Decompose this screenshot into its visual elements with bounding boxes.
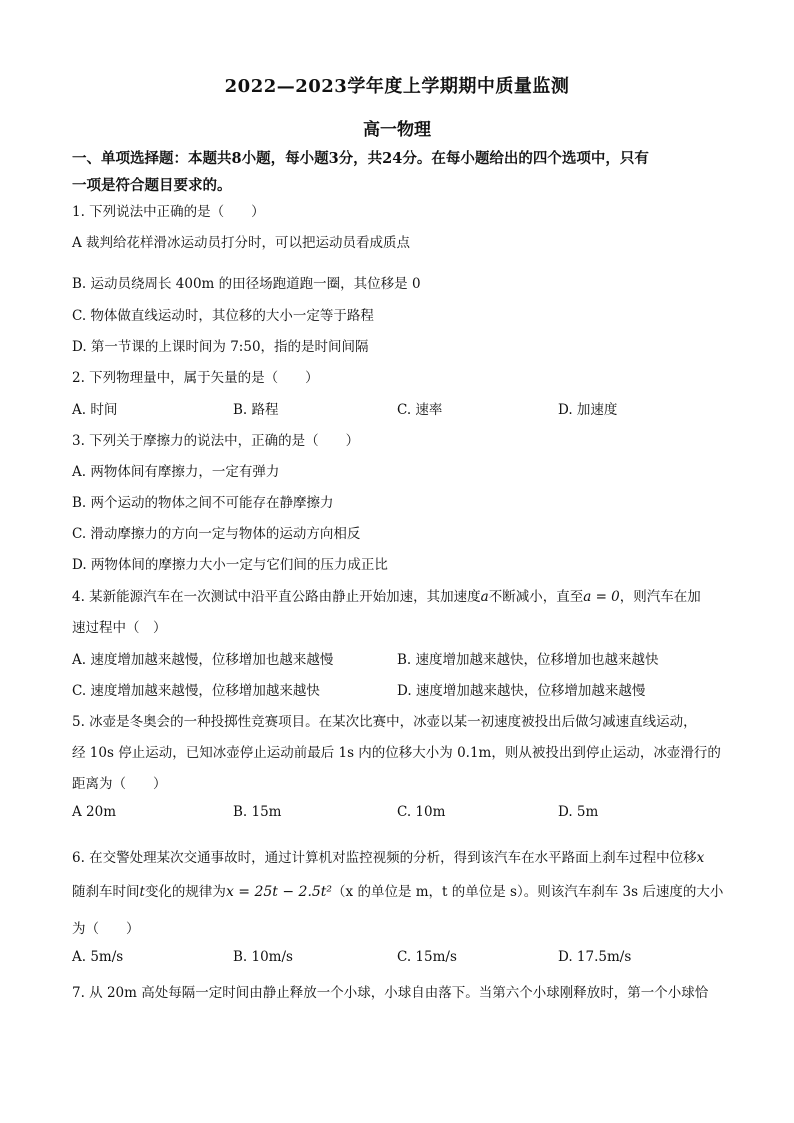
q4-stem-line1: [72, 585, 701, 605]
q4-stem-text-3: ，则汽车在加: [619, 589, 701, 605]
q4-option-b: B. 速度增加越来越快，位移增加也越来越快: [397, 652, 659, 668]
q6-stem-text-1: 6. 在交警处理某次交通事故时，通过计算机对监控视频的分析，得到该汽车在水平路面上刹车过程中位移: [72, 850, 697, 866]
q6-stem-text-4: （x 的单位是 m，t 的单位是 s）。则该汽车刹车 3s 后速度的大小: [332, 884, 724, 900]
q6-stem-line3: 为（ ）: [72, 921, 140, 937]
q3-option-c: C. 滑动摩擦力的方向一定与物体的运动方向相反: [72, 526, 361, 542]
q6-option-b: B. 10m/s: [233, 949, 293, 965]
q4-option-c: C. 速度增加越来越慢，位移增加越来越快: [72, 683, 320, 699]
q5-option-a: A 20m: [72, 804, 117, 820]
section-heading-line2: 一项是符合题目要求的。: [72, 177, 232, 194]
q5-option-d: D. 5m: [558, 804, 599, 820]
q1-option-c: C. 物体做直线运动时，其位移的大小一定等于路程: [72, 308, 374, 324]
q4-stem-line2: 速过程中（ ）: [72, 620, 167, 636]
q1-option-a: A 裁判给花样滑冰运动员打分时，可以把运动员看成质点: [72, 235, 411, 251]
q5-stem-line1: 5. 冰壶是冬奥会的一种投掷性竞赛项目。在某次比赛中，冰壶以某一初速度被投出后做匀减速直线运动，: [72, 714, 697, 730]
q6-stem-line1: [72, 846, 704, 866]
q3-option-d: D. 两物体间的摩擦力大小一定与它们间的压力成正比: [72, 557, 388, 573]
q5-option-c: C. 10m: [397, 804, 446, 820]
q1-stem: 1. 下列说法中正确的是（ ）: [72, 204, 265, 220]
q6-var-t: t: [139, 884, 145, 900]
q3-option-b: B. 两个运动的物体之间不可能存在静摩擦力: [72, 495, 334, 511]
section-heading-line1: 一、单项选择题：本题共8小题，每小题3分，共24分。在每小题给出的四个选项中，只有: [72, 150, 649, 167]
q7-stem-line1: 7. 从 20m 高处每隔一定时间由静止释放一个小球，小球自由落下。当第六个小球刚释放时，第一个小球恰: [72, 985, 709, 1001]
q1-option-b: B. 运动员绕周长 400m 的田径场跑道跑一圈，其位移是 0: [72, 276, 421, 292]
q2-option-c: C. 速率: [397, 402, 443, 418]
q6-stem-text-3: 变化的规律为: [144, 884, 226, 900]
q3-option-a: A. 两物体间有摩擦力，一定有弹力: [72, 464, 280, 480]
q3-stem: 3. 下列关于摩擦力的说法中，正确的是（ ）: [72, 433, 360, 449]
exam-subject: 高一物理: [363, 120, 431, 140]
q4-condition: a = 0: [583, 589, 620, 605]
q4-var-a: a: [480, 589, 489, 605]
q6-formula: x = 25t − 2.5t²: [225, 884, 333, 900]
q4-stem-text-1: 4. 某新能源汽车在一次测试中沿平直公路由静止开始加速，其加速度: [72, 589, 481, 605]
q4-option-a: A. 速度增加越来越慢，位移增加也越来越慢: [72, 652, 334, 668]
q4-option-d: D. 速度增加越来越快，位移增加越来越慢: [397, 683, 646, 699]
q4-stem-text-2: 不断减小，直至: [488, 589, 584, 605]
q6-var-x: x: [696, 850, 705, 866]
q6-stem-line2: [72, 880, 723, 900]
q6-stem-text-2: 随刹车时间: [72, 884, 140, 900]
section-heading: [72, 145, 732, 199]
q2-stem: 2. 下列物理量中，属于矢量的是（ ）: [72, 370, 319, 386]
q2-option-b: B. 路程: [233, 402, 279, 418]
q5-stem-line2: 经 10s 停止运动，已知冰壶停止运动前最后 1s 内的位移大小为 0.1m，则从被投出到停止运动，冰壶滑行的: [72, 745, 721, 761]
q6-option-d: D. 17.5m/s: [558, 949, 632, 965]
exam-title: 2022—2023学年度上学期期中质量监测: [224, 76, 570, 97]
q5-stem-line3: 距离为（ ）: [72, 776, 167, 792]
q6-option-a: A. 5m/s: [72, 949, 124, 965]
q1-option-d: D. 第一节课的上课时间为 7:50，指的是时间间隔: [72, 339, 369, 355]
q2-option-d: D. 加速度: [558, 402, 618, 418]
q2-option-a: A. 时间: [72, 402, 118, 418]
q6-option-c: C. 15m/s: [397, 949, 457, 965]
q5-option-b: B. 15m: [233, 804, 282, 820]
